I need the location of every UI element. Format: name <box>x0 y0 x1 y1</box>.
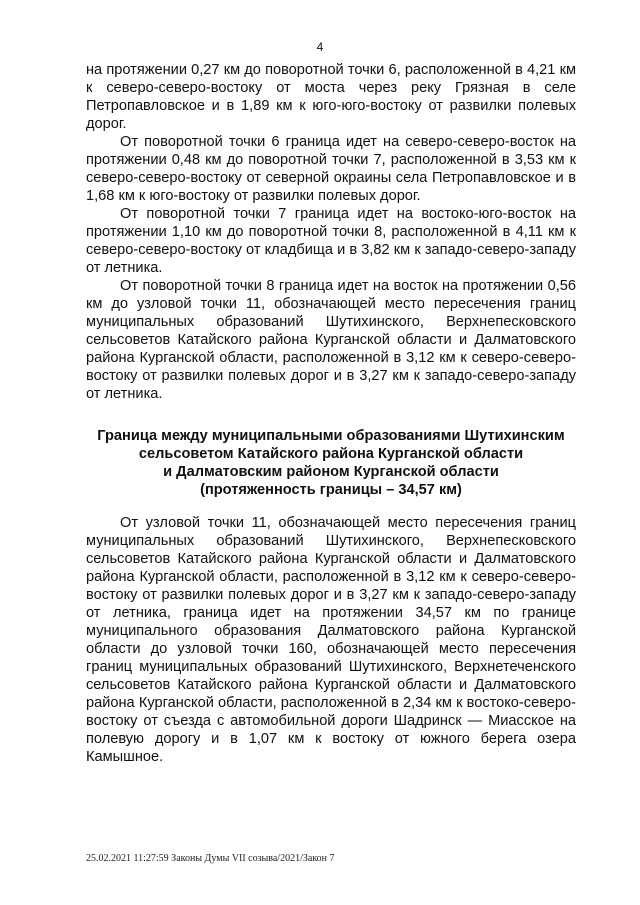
page-number: 4 <box>316 40 324 54</box>
section-heading-line: и Далматовским районом Курганской области <box>163 464 499 480</box>
paragraph-turning-point-7: От поворотной точки 7 граница идет на востоко-юго-восток на протяжении 1,10 км до поворотной точки 8, расположенной в 4,11 км к северо-северо-востоку от кладбища и в 3,82 км к западо-северо-западу от летника. <box>86 206 576 276</box>
section-heading-line: Граница между муниципальными образованиями Шутихинским <box>97 428 565 444</box>
document-footer: 25.02.2021 11:27:59 Законы Думы VII созыва/2021/Закон 7 <box>86 853 335 864</box>
section-heading-line: сельсоветом Катайского района Курганской области <box>138 446 524 462</box>
section-heading <box>86 427 576 499</box>
paragraph-turning-point-6: От поворотной точки 6 граница идет на северо-северо-восток на протяжении 0,48 км до поворотной точки 7, расположенной в 3,53 км к северо-северо-востоку от северной окраины села Петропавловское и в 1,68 км к юго-востоку от развилки полевых дорог. <box>86 134 576 204</box>
paragraph-continuation: на протяжении 0,27 км до поворотной точки 6, расположенной в 4,21 км к северо-северо-востоку от моста через реку Грязная в селе Петропавловское и в 1,89 км к юго-юго-востоку от развилки полевых дорог. <box>86 62 576 132</box>
paragraph-turning-point-8: От поворотной точки 8 граница идет на восток на протяжении 0,56 км до узловой точки 11, обозначающей место пересечения границ муниципальных образований Шутихинского, Верхнепесковского сельсоветов Катайского района Курганской области и Далматовского района Курганской области, расположенной в 3,12 км к северо-северо-востоку от развилки полевых дорог и в 3,27 км к западо-северо-западу от летника. <box>86 278 576 402</box>
document-body <box>86 61 576 766</box>
section-heading-length: (протяженность границы – 34,57 км) <box>200 482 462 498</box>
paragraph-node-point-11: От узловой точки 11, обозначающей место пересечения границ муниципальных образований Шутихинского, Верхнепесковского сельсоветов Катайского района Курганской области и Далматовского района Курганской области, расположенной в 3,12 км к северо-северо-востоку от развилки полевых дорог и в 3,27 км к западо-северо-западу от летника, граница идет на протяжении 34,57 км по границе муниципального образования Далматовского района Курганской области до узловой точки 160, обозначающей место пересечения границ муниципальных образований Шутихинского, Верхнетеченского сельсоветов Катайского района Курганской области и Далматовского района Курганской области, расположенной в 2,34 км к востоко-северо-востоку от съезда с автомобильной дороги Шадринск — Миасское на полевую дорогу и в 1,07 км к востоку от южного берега озера Камышное. <box>86 515 576 765</box>
